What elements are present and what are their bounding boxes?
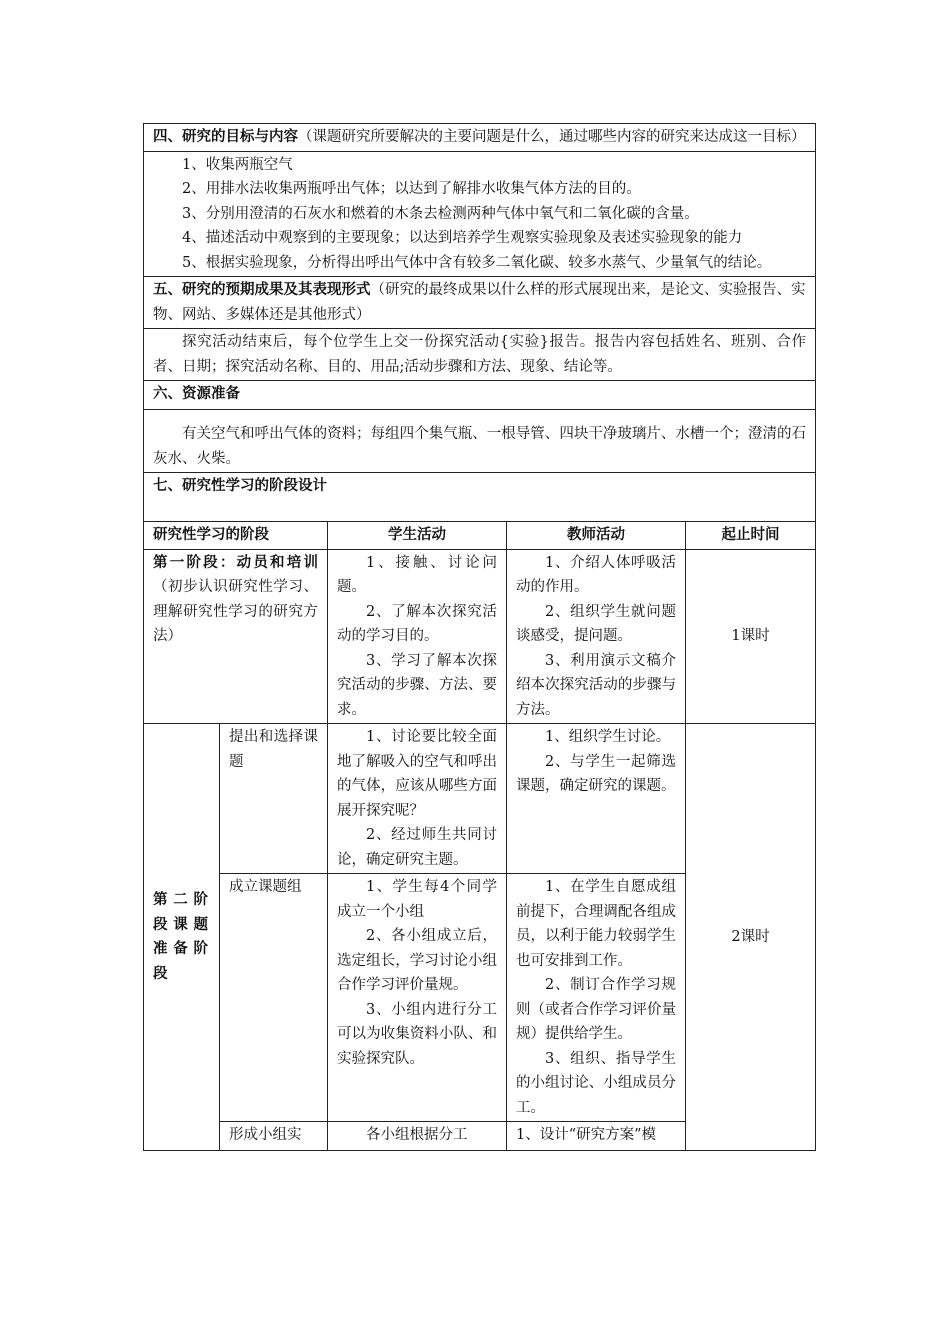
teacher-activity: 1、介绍人体呼吸活动的作用。 [516,554,676,595]
section-7-title: 七、研究性学习的阶段设计 [153,477,327,494]
stage-1-teacher [507,549,686,724]
column-header-time: 起止时间 [686,522,816,550]
section-5-title: 五、研究的预期成果及其表现形式 [153,281,371,298]
teacher-activity: 2、制订合作学习规则（或者合作学习评价量规）提供给学生。 [516,977,676,1042]
stage-table-header-row [144,522,816,550]
teacher-activity: 1、设计“研究方案”模 [516,1127,657,1143]
stage-1-cell [144,549,328,724]
section-7-header-row [144,473,816,522]
section-6-title: 六、资源准备 [153,385,240,402]
stage-2-step-1-row [144,724,816,874]
column-header-stage: 研究性学习的阶段 [144,522,328,550]
teacher-activity: 2、组织学生就问题谈感受，提问题。 [516,603,676,644]
stage-2-step-1-student [328,724,507,874]
student-activity: 3、小组内进行分工可以为收集资料小队、和实验探究队。 [337,1001,497,1067]
student-activity: 2、了解本次探究活动的学习目的。 [337,603,497,644]
section-5-header-row [144,277,816,329]
stage-2-step-name: 形成小组实 [229,1127,302,1143]
section-6-content [144,410,816,473]
stage-2-step-name: 提出和选择课题 [220,724,328,874]
stage-1-row [144,549,816,724]
stage-1-student [328,549,507,724]
stage-2-step-1-teacher [507,724,686,874]
section-4-title: 四、研究的目标与内容 [153,128,298,145]
section-6-content-row [144,410,816,473]
section-7-header [144,473,816,522]
stage-2-step-2-student [328,874,507,1122]
student-activity: 1、讨论要比较全面地了解吸入的空气和呼出的气体，应该从哪些方面展开探究呢？ [337,729,497,819]
student-activity: 2、经过师生共同讨论，确定研究主题。 [337,827,497,868]
student-activity: 2、各小组成立后，选定组长，学习讨论小组合作学习评价量规。 [337,928,497,993]
teacher-activity: 3、利用演示文稿介绍本次探究活动的步骤与方法。 [516,652,676,718]
student-activity: 1、接触、讨论问题。 [337,554,497,595]
stage-2-title: 第二阶段课题准备阶段 [144,724,220,1151]
document-page [143,123,815,1151]
section-5-content-row [144,329,816,381]
teacher-activity: 3、组织、指导学生的小组讨论、小组成员分工。 [516,1050,676,1116]
stage-2-step-3-student-cell [328,1122,507,1151]
section-4-header-row [144,124,816,152]
stage-2-step-3-teacher-cell [507,1122,686,1151]
student-activity: 1、学生每4个同学成立一个小组 [337,879,497,920]
section-4-header [144,124,816,152]
section-5-content [144,329,816,381]
goal-item: 5、根据实验现象，分析得出呼出气体中含有较多二氧化碳、较多水蒸气、少量氧气的结论。 [182,254,772,271]
stage-1-subtitle: （初步认识研究性学习、理解研究性学习的研究方法） [153,579,318,644]
stage-1-title: 第一阶段：动员和培训 [153,553,318,571]
stage-1-time: 1课时 [686,549,816,724]
section-4-content-row [144,151,816,277]
section-4-content [144,151,816,277]
section-4-note: （课题研究所要解决的主要问题是什么，通过哪些内容的研究来达成这一目标） [298,129,806,145]
section-6-header [144,381,816,410]
section-5-note: （研究的最终成果以什么样的形式展现出来，是论文、实验报告、实物、网站、多媒体还是其他形式） [153,282,806,323]
column-header-student: 学生活动 [328,522,507,550]
stage-2-step-2-teacher [507,874,686,1122]
student-activity: 3、学习了解本次探究活动的步骤、方法、要求。 [337,652,497,718]
teacher-activity: 1、组织学生讨论。 [545,729,671,745]
section-5-header [144,277,816,329]
teacher-activity: 2、与学生一起筛选课题，确定研究的课题。 [516,753,676,794]
section-6-header-row [144,381,816,410]
goal-item: 3、分别用澄清的石灰水和燃着的木条去检测两种气体中氧气和二氧化碳的含量。 [182,205,699,222]
goal-item: 1、收集两瓶空气 [182,156,293,173]
stage-2-time: 2课时 [686,724,816,1151]
student-activity: 各小组根据分工 [366,1127,468,1143]
goal-item: 4、描述活动中观察到的主要现象；以达到培养学生观察实验现象及表述实验现象的能力 [182,230,743,246]
goal-item: 2、用排水法收集两瓶呼出气体；以达到了解排水收集气体方法的目的。 [182,181,641,197]
stage-2-step-name: 成立课题组 [220,874,328,1122]
column-header-teacher: 教师活动 [507,522,686,550]
stage-2-step-3-name-cell [220,1122,328,1151]
expected-results-text: 探究活动结束后，每个位学生上交一份探究活动{实验}报告。报告内容包括姓名、班别、合作者、日期；探究活动名称、目的、用品;活动步骤和方法、现象、结论等。 [153,334,807,375]
resources-text: 有关空气和呼出气体的资料；每组四个集气瓶、一根导管、四块干净玻璃片、水槽一个；澄清的石灰水、火柴。 [153,426,807,467]
teacher-activity: 1、在学生自愿成组前提下，合理调配各组成员，以利于能力较弱学生也可安排到工作。 [516,879,676,969]
plan-table [143,123,816,1151]
